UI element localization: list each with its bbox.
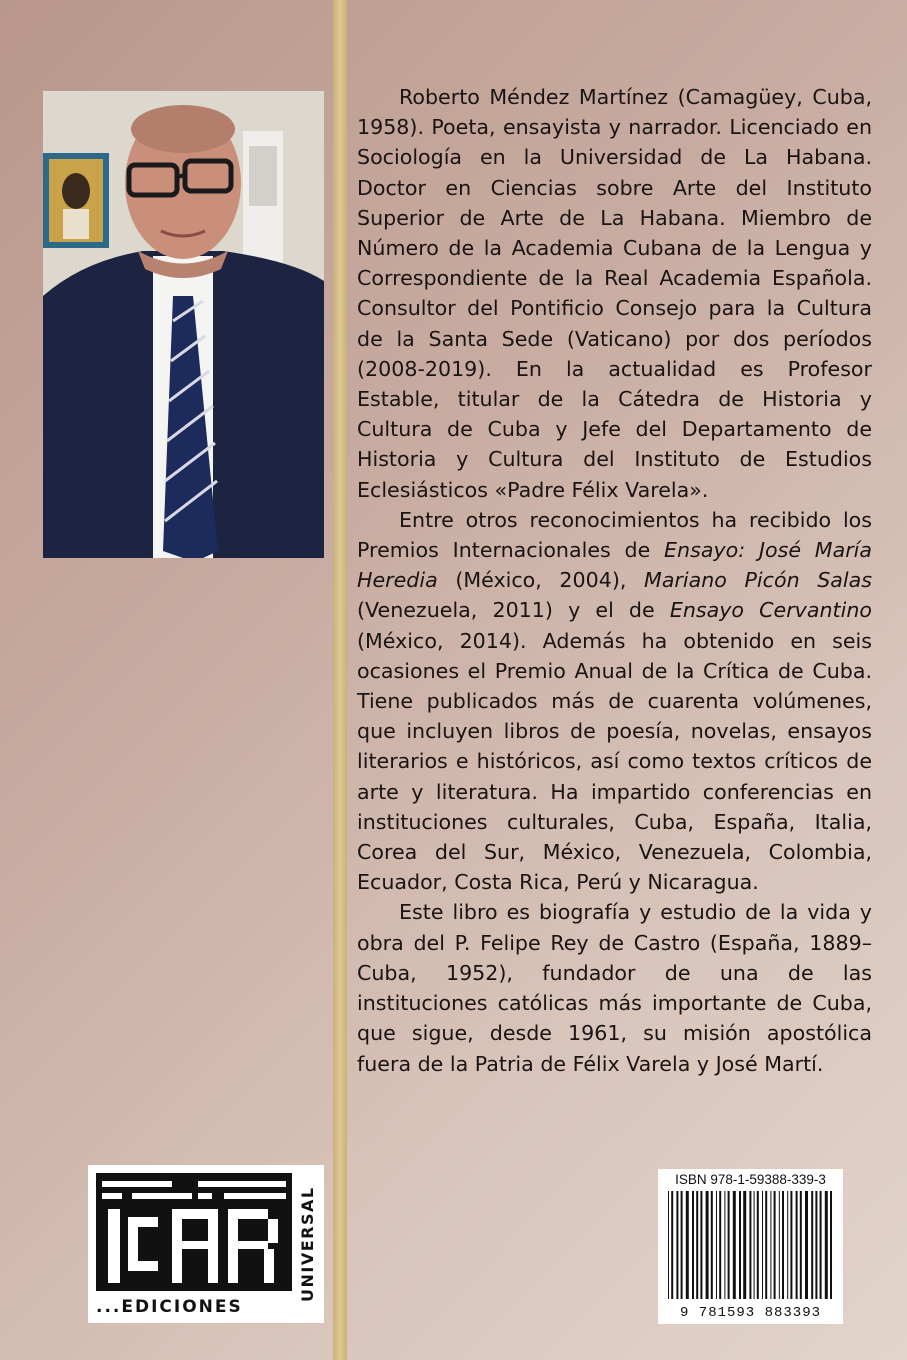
barcode-bar [765, 1191, 767, 1299]
isbn-label: ISBN 978-1-59388-339-3 [675, 1172, 826, 1187]
barcode-bar [700, 1191, 702, 1299]
bio-p2-text-a: Entre otros reconocimientos ha recibido los Premios Internacionales de [357, 507, 872, 563]
author-photo [43, 91, 324, 558]
barcode-bar [787, 1191, 788, 1299]
barcode-bar [790, 1191, 792, 1299]
barcode-bar [796, 1191, 798, 1299]
barcode-bar [762, 1191, 763, 1299]
barcode-bar [733, 1191, 736, 1299]
bio-p2-text-b: (México, 2004), [437, 568, 645, 593]
bio-p2-text-c: (Venezuela, 2011) y el de [357, 598, 670, 623]
barcode-bar [716, 1191, 717, 1299]
barcode-bar [676, 1191, 678, 1299]
barcode-bar [692, 1191, 694, 1299]
barcode-bar [668, 1191, 669, 1299]
barcode-bar [743, 1191, 746, 1299]
barcode-bar [728, 1191, 730, 1299]
barcode-bar [749, 1191, 751, 1299]
award-title-cervantino: Ensayo Cervantino [669, 598, 872, 623]
barcode-bar [774, 1191, 776, 1299]
isbn-barcode [658, 1169, 843, 1324]
bio-p2-text-d: (México, 2014). Además ha obtenido en seis ocasiones el Premio Anual de la Crítica de Cuba. Tiene publicados más de cuarenta volúmenes, que incluyen libros de poesía, novelas, ensayos literarios e históricos, así como textos críticos de arte y literatura. Ha impartido conferencias en instituciones culturales, Cuba, España, Italia, Corea del Sur, México, Venezuela, Colombia, Ecuador, Costa Rica, Perú y Nicaragua. [357, 628, 872, 895]
barcode-bar [754, 1191, 755, 1299]
barcode-bar [782, 1191, 784, 1299]
barcode-bar [770, 1191, 771, 1299]
author-biography [357, 82, 872, 1079]
barcode-bar [800, 1191, 802, 1299]
barcode-bars [658, 1169, 843, 1324]
barcode-bar [724, 1191, 725, 1299]
barcode-bar [820, 1191, 822, 1299]
barcode-bar [805, 1191, 808, 1299]
publisher-name-universal: UNIVERSAL [298, 1186, 317, 1302]
barcode-bar [825, 1191, 828, 1299]
barcode-bar [696, 1191, 698, 1299]
award-title-heredia: Ensayo: José María Heredia [357, 538, 872, 593]
publisher-name-ediciones: ...EDICIONES [96, 1297, 243, 1317]
award-title-picon-salas: Mariano Picón Salas [644, 568, 872, 593]
barcode-bar [686, 1191, 689, 1299]
barcode-bar [830, 1191, 832, 1299]
barcode-bar [815, 1191, 817, 1299]
bio-paragraph-1: Roberto Méndez Martínez (Camagüey, Cuba, 1958). Poeta, ensayista y narrador. Licenciado en Sociología en la Universidad de La Habana. Doctor en Ciencias sobre Arte del Instituto Superior de Arte de La Habana. Miembro de Número de la Academia Cubana de la Lengua y Correspondiente de la Real Academia Española. Consultor del Pontificio Consejo para la Cultura de la Santa Sede (Vaticano) por dos períodos (2008-2019). En la actualidad es Profesor Estable, titular de la Cátedra de Historia y Cultura de Cuba y Jefe del Departamento de Historia y Cultura del Instituto de Estudios Eclesiásticos «Padre Félix Varela». [357, 85, 872, 502]
barcode-bar [681, 1191, 683, 1299]
barcode-bar [779, 1191, 780, 1299]
isbn-digits: 9 781593 883393 [679, 1305, 822, 1321]
barcode-bar [739, 1191, 741, 1299]
barcode-bar [706, 1191, 709, 1299]
spine-stripe [333, 0, 347, 1360]
barcode-bar [711, 1191, 713, 1299]
bio-paragraph-2 [357, 505, 872, 898]
barcode-bar [719, 1191, 721, 1299]
publisher-logo [88, 1165, 324, 1323]
bio-paragraph-3: Este libro es biografía y estudio de la vida y obra del P. Felipe Rey de Castro (España, 1889–Cuba, 1952), fundador de una de las instituciones católicas más importante de Cuba, que sigue, desde 1961, su misión apostólica fuera de la Patria de Félix Varela y José Martí. [357, 900, 872, 1076]
barcode-bar [757, 1191, 759, 1299]
barcode-bar [811, 1191, 813, 1299]
barcode-bar [671, 1191, 673, 1299]
